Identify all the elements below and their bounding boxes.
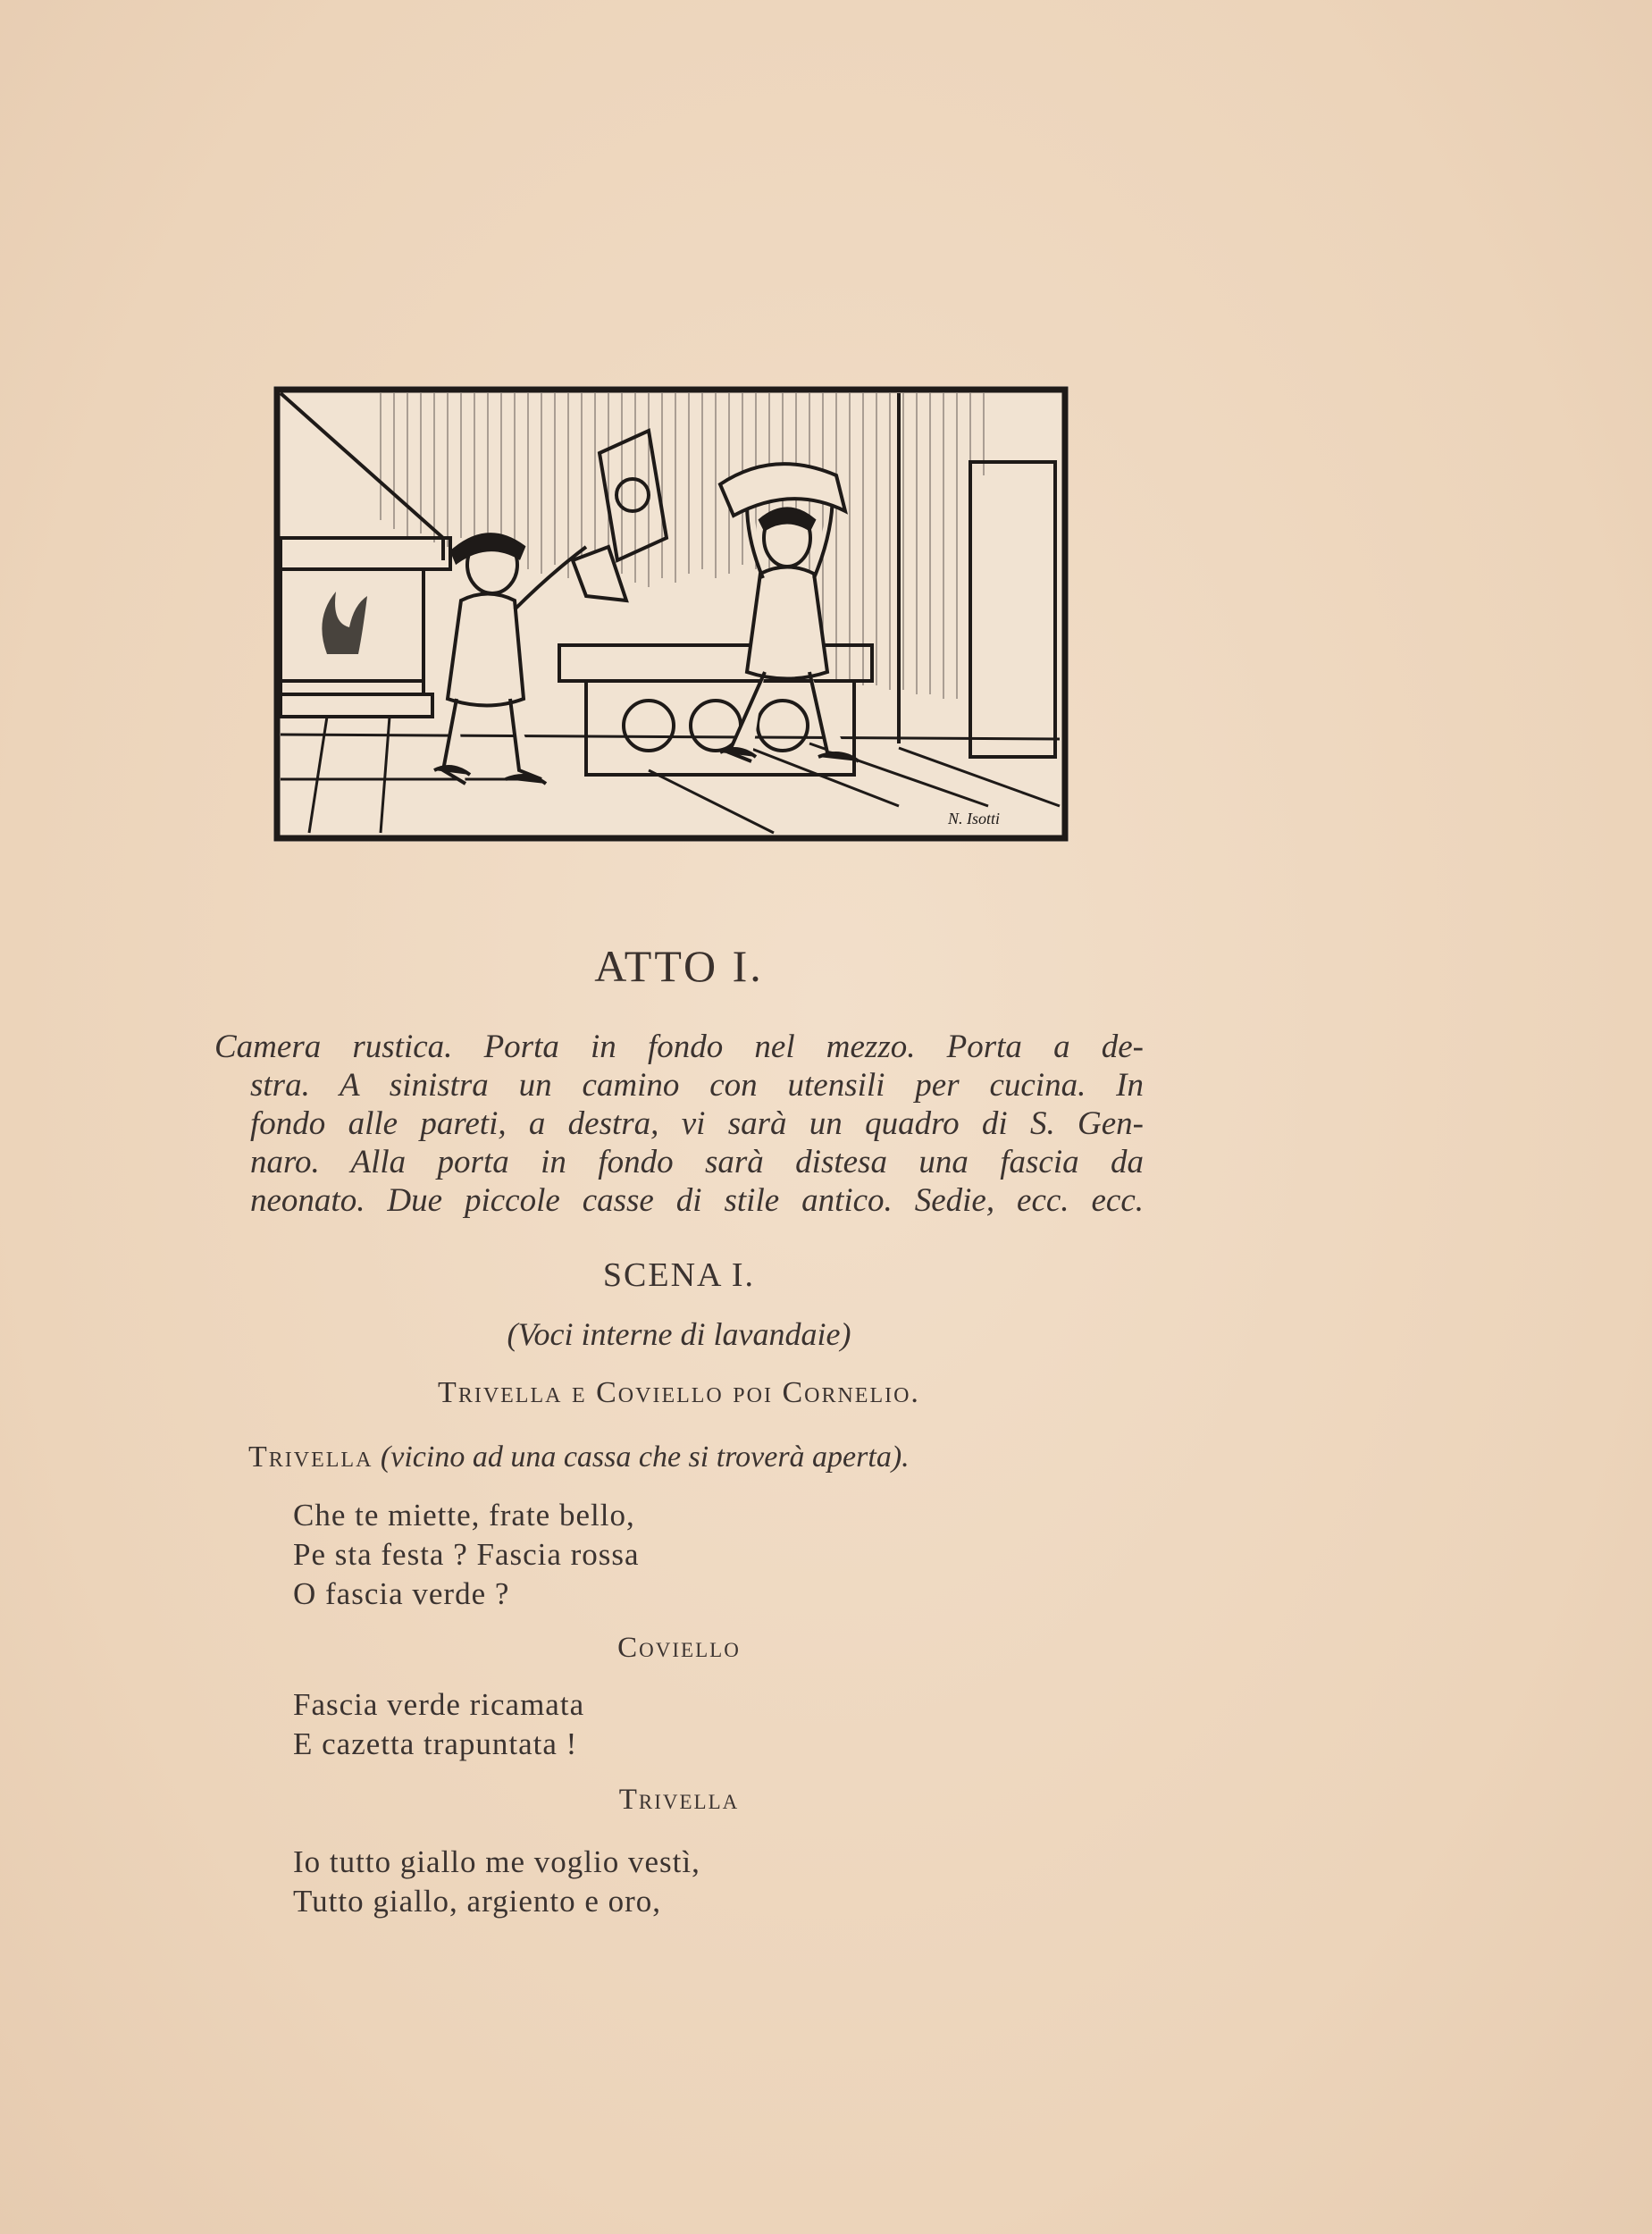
speaker-name: Coviello: [617, 1632, 741, 1664]
stage-note: (vicino ad una cassa che si troverà aperta).: [380, 1440, 910, 1474]
speaker-name: Trivella: [248, 1440, 373, 1474]
verse-line: Che te miette, frate bello,: [293, 1498, 635, 1533]
scene-title: SCENA I.: [602, 1256, 756, 1294]
verse-line: E cazetta trapuntata !: [293, 1726, 578, 1761]
verse-block-2: [293, 1685, 584, 1764]
act-title: ATTO I.: [594, 941, 764, 991]
verse-block-3: [293, 1843, 700, 1921]
verse-line: Pe sta festa ? Fascia rossa: [293, 1537, 640, 1572]
offstage-voices: (Voci interne di lavandaie): [507, 1316, 851, 1352]
speaker-name: Trivella: [618, 1784, 740, 1816]
stage-direction-line: neonato. Due piccole casse di stile antico. Sedie, ecc. ecc.: [250, 1182, 1144, 1219]
stage-direction-line: fondo alle pareti, a destra, vi sarà un quadro di S. Gen-: [250, 1105, 1144, 1142]
verse-line: Io tutto giallo me voglio vestì,: [293, 1844, 700, 1879]
character-list: Trivella e Coviello poi Cornelio.: [438, 1376, 920, 1409]
verse-block-1: [293, 1496, 640, 1614]
stage-direction-line: Camera rustica. Porta in fondo nel mezzo. Porta a de-: [214, 1029, 1144, 1065]
verse-line: Fascia verde ricamata: [293, 1687, 585, 1722]
verse-line: Tutto giallo, argiento e oro,: [293, 1884, 662, 1919]
stage-direction-line: stra. A sinistra un camino con utensili per cucina. In: [250, 1067, 1144, 1104]
illustration-signature: N. Isotti: [948, 810, 1001, 827]
stage-direction: [214, 1028, 1144, 1220]
kitchen-scene-drawing: [273, 386, 1069, 842]
woodcut-illustration: [273, 386, 1069, 842]
stage-direction-line: naro. Alla porta in fondo sarà distesa una fascia da: [250, 1144, 1144, 1180]
verse-line: O fascia verde ?: [293, 1576, 510, 1611]
first-speaker-line: [248, 1440, 1151, 1474]
